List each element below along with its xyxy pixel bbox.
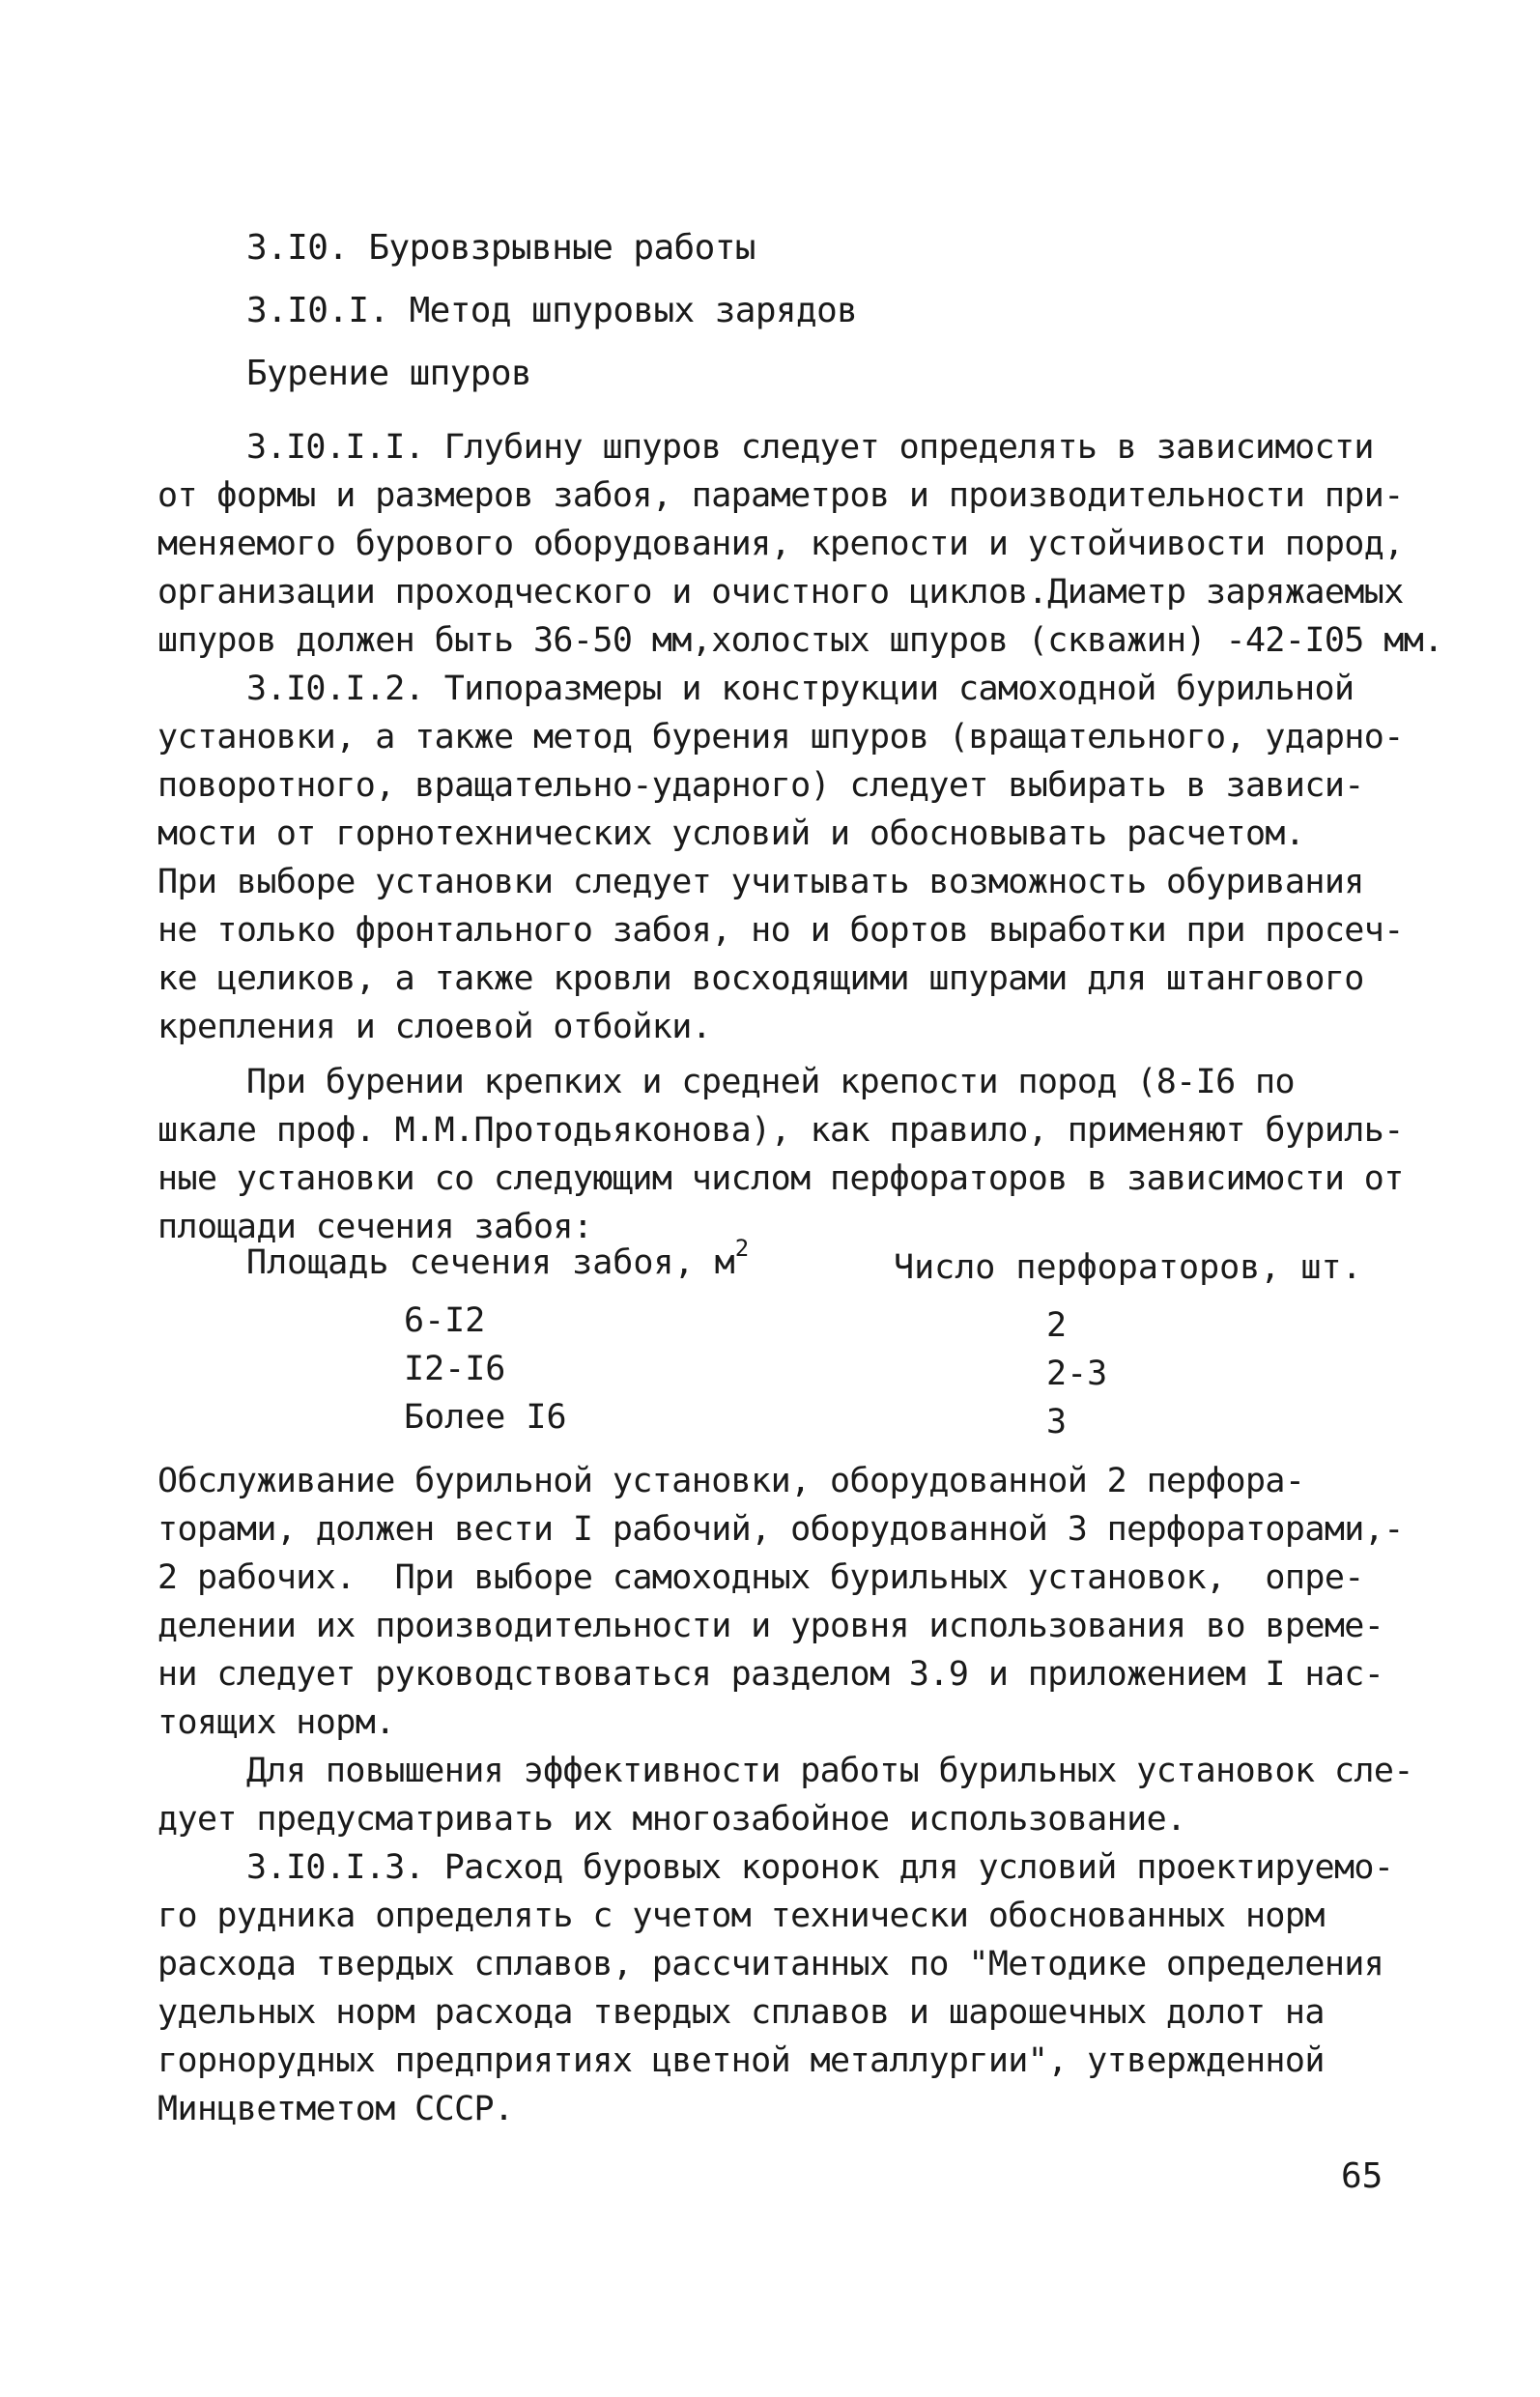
paragraph-4-line: Обслуживание бурильной установки, оборудованной 2 перфора- <box>157 1462 1305 1500</box>
paragraph-1-line: от формы и размеров забоя, параметров и производительности при- <box>157 476 1404 515</box>
paragraph-4-line: ни следует руководствоваться разделом 3.9 и приложением I нас- <box>157 1655 1384 1694</box>
paragraph-6-line: Минцветметом СССР. <box>157 2090 514 2128</box>
table-cell-count: 2-3 <box>1046 1355 1108 1393</box>
paragraph-2-line: не только фронтального забоя, но и бортов выработки при просеч- <box>157 911 1404 950</box>
paragraph-2-line: крепления и слоевой отбойки. <box>157 1008 712 1046</box>
paragraph-3-line: ные установки со следующим числом перфораторов в зависимости от <box>157 1159 1404 1198</box>
paragraph-4-line: 2 рабочих. При выборе самоходных бурильных установок, опре- <box>157 1558 1364 1597</box>
table-cell-area: I2-I6 <box>404 1350 506 1388</box>
paragraph-4-line: торами, должен вести I рабочий, оборудованной 3 перфораторами,- <box>157 1510 1404 1549</box>
paragraph-4-line: делении их производительности и уровня использования во време- <box>157 1607 1384 1645</box>
paragraph-1-line: 3.I0.I.I. Глубину шпуров следует определять в зависимости <box>246 428 1374 467</box>
table-header-count: Число перфораторов, шт. <box>894 1248 1362 1287</box>
paragraph-1-line: шпуров должен быть 36-50 мм,холостых шпуров (скважин) -42-I05 мм. <box>157 621 1443 660</box>
table-cell-count: 2 <box>1046 1306 1068 1345</box>
paragraph-2-line: мости от горнотехнических условий и обосновывать расчетом. <box>157 814 1305 853</box>
paragraph-5-line: Для повышения эффективности работы бурильных установок сле- <box>246 1752 1413 1790</box>
paragraph-3-line: При бурении крепких и средней крепости пород (8-I6 по <box>246 1063 1296 1101</box>
table-cell-count: 3 <box>1046 1403 1068 1441</box>
paragraph-6-line: удельных норм расхода твердых сплавов и шарошечных долот на <box>157 1993 1325 2032</box>
paragraph-2-line: поворотного, вращательно-ударного) следует выбирать в зависи- <box>157 766 1364 805</box>
paragraph-1-line: организации проходческого и очистного циклов.Диаметр заряжаемых <box>157 573 1404 612</box>
paragraph-3-line: шкале проф. М.М.Протодьяконова), как правило, применяют буриль- <box>157 1111 1404 1150</box>
section-heading: 3.I0. Буровзрывные работы <box>246 228 756 268</box>
paragraph-1-line: меняемого бурового оборудования, крепости и устойчивости пород, <box>157 525 1404 563</box>
paragraph-6-line: 3.I0.I.3. Расход буровых коронок для условий проектируемо- <box>246 1848 1394 1887</box>
paragraph-6-line: го рудника определять с учетом технически обоснованных норм <box>157 1897 1325 1935</box>
paragraph-2-line: ке целиков, а также кровли восходящими шпурами для штангового <box>157 959 1364 998</box>
table-cell-area: 6-I2 <box>404 1301 486 1340</box>
paragraph-6-line: расхода твердых сплавов, рассчитанных по "Методике определения <box>157 1945 1384 1983</box>
paragraph-5-line: дует предусматривать их многозабойное использование. <box>157 1800 1186 1839</box>
subsection-heading: 3.I0.I. Метод шпуровых зарядов <box>246 291 858 330</box>
paragraph-4-line: тоящих норм. <box>157 1703 395 1742</box>
paragraph-3-line: площади сечения забоя: <box>157 1208 593 1246</box>
paragraph-2-line: установки, а также метод бурения шпуров (вращательного, ударно- <box>157 718 1404 756</box>
paragraph-6-line: горнорудных предприятиях цветной металлургии", утвержденной <box>157 2041 1325 2080</box>
paragraph-2-line: 3.I0.I.2. Типоразмеры и конструкции самоходной бурильной <box>246 670 1355 708</box>
table-cell-area: Более I6 <box>404 1398 567 1437</box>
paragraph-2-line: При выборе установки следует учитывать возможность обуривания <box>157 863 1364 901</box>
table-header-area: Площадь сечения забоя, $м^2$ <box>246 1235 750 1282</box>
page-number: 65 <box>1341 2156 1383 2196</box>
subheading: Бурение шпуров <box>246 354 532 393</box>
